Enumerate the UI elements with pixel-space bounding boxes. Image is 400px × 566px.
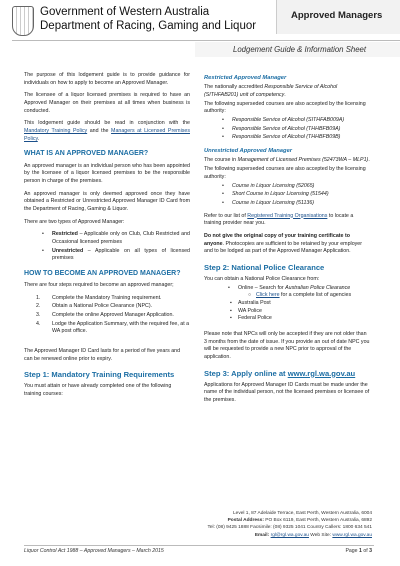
certificate-note: Do not give the original copy of your training certificate to anyone. Photocopies are sufficient to be retained by your employer and to be lodged as part of the Approved Manager Application. [204, 232, 363, 255]
list-item: ▪ Federal Police [204, 315, 370, 323]
step1-heading: Step 1: Mandatory Training Requirements [24, 370, 175, 380]
how-intro: There are four steps required to become an approved manager; [24, 282, 174, 289]
rto-paragraph: Refer to our list of Registered Training Organisations to locate a training provider near you. [204, 212, 354, 227]
website-link[interactable]: www.rgl.wa.gov.au [332, 532, 372, 538]
list-item: • Online – Search for Australian Police Clearance [204, 285, 370, 293]
header-divider [12, 40, 400, 41]
footer-divider [24, 545, 374, 546]
agencies-link[interactable]: Click here [256, 292, 280, 299]
list-item: • Restricted – Applicable only on Club, Club Restricted and Occasional licensed premises [24, 231, 190, 246]
manager-types-list [24, 231, 190, 263]
list-item: • Course in Liquor Licensing (51136) [204, 200, 370, 208]
list-item: • Responsible Service of Alcohol (THHBFB09B) [204, 134, 370, 142]
left-column [24, 72, 190, 404]
list-item: 3. Complete the online Approved Manager Application. [36, 312, 174, 319]
step2-heading: Step 2: National Police Clearance [204, 262, 325, 272]
list-item: 2. Obtain a National Police Clearance (NPC). [36, 303, 153, 310]
step1-paragraph: You must attain or have already completed one of the following training courses: [24, 383, 172, 398]
department-name: Department of Racing, Gaming and Liquor [40, 20, 257, 32]
list-item: ○ Click here for a complete list of agencies [204, 292, 370, 300]
types-intro: There are two types of Approved Manager: [24, 218, 125, 225]
unrestricted-course-paragraph: The course in Management of Licensed Premises (52473WA – MLP1). [204, 157, 370, 164]
restricted-heading: Restricted Approved Manager [204, 75, 287, 81]
government-name: Government of Western Australia [40, 6, 210, 18]
rto-link[interactable]: Registered Training Organisations [247, 212, 328, 219]
step2-intro: You can obtain a National Police Clearance from: [204, 275, 320, 282]
list-item: 1. Complete the Mandatory Training requirement. [36, 294, 162, 301]
document-title: Approved Managers [276, 0, 400, 34]
intro-paragraph: The purpose of this lodgement guide is to provide guidance for individuals on how to apply to become an Approved Manager. [24, 72, 190, 86]
step3-paragraph: Applications for Approved Manager ID Cards must be made under the name of the individual person, not the licensed premises or licensee of the premises. [204, 381, 370, 403]
npc-sub-list [204, 292, 370, 300]
superseded-paragraph: The following superseded courses are also accepted by the licensing authority: [204, 166, 366, 180]
document-subtitle: Lodgement Guide & Information Sheet [195, 42, 400, 57]
list-item: 4. Lodge the Application Summary, with the required fee, at a WA post office. [36, 320, 190, 335]
managers-policy-link[interactable]: Managers at Licensed Premises Policy [24, 128, 190, 142]
list-item: • Responsible Service of Alcohol (THHBFB09A) [204, 126, 370, 134]
what-heading: WHAT IS AN APPROVED MANAGER? [24, 150, 149, 158]
unrestricted-course-list [204, 183, 370, 208]
list-item: ▪ WA Police [204, 308, 370, 316]
list-item: • Responsible Service of Alcohol (SITHFAB009A) [204, 117, 370, 125]
unrestricted-heading: Unrestricted Approved Manager [204, 148, 293, 155]
restricted-course-list [204, 117, 370, 142]
mandatory-training-policy-link[interactable]: Mandatory Training Policy [24, 128, 88, 135]
how-heading: HOW TO BECOME AN APPROVED MANAGER? [24, 269, 181, 277]
step3-heading: Step 3: Apply online at www.rgl.wa.gov.au [204, 368, 356, 378]
wa-crest-logo [12, 6, 34, 36]
restricted-course-paragraph: The nationally accredited Responsible Service of Alcohol (SITHFAB201) unit of competency. [204, 84, 338, 99]
what-paragraph: An approved manager is an individual person who has been appointed by the licensee of a liquor licensed premises to be the responsible person in charge of the premises. [24, 162, 190, 184]
street-address: Level 1, 87 Adelaide Terrace, East Perth, Western Australia, 6004 [232, 511, 372, 516]
page-number: Page 1 of 3 [345, 548, 372, 554]
npc-online-list [204, 285, 370, 293]
list-item: • Unrestricted – Applicable on all types of licensed premises [24, 248, 190, 263]
contact-block [160, 510, 372, 539]
card-duration-paragraph: The Approved Manager ID Card lasts for a period of five years and can be renewed online prior to expiry. [24, 348, 181, 362]
licensee-paragraph: The licensee of a liquor licensed premises is required to have an Approved Manager on their premises at all times when business is conducted. [24, 92, 190, 114]
list-item: • Course in Liquor Licensing (52065) [204, 183, 370, 191]
steps-list [24, 295, 190, 336]
footer-document-info: Liquor Control Act 1988 – Approved Managers – March 2015 [24, 548, 164, 554]
postal-address: Postal Address: PO Box 6119, East Perth, Western Australia, 6892 [227, 518, 372, 524]
npc-note: Please note that NPCs will only be accepted if they are not older than 3 months from the date of issue. If you provide an out of date NPC you will be requested to provide a new NPC prior to approval of the application. [204, 330, 370, 360]
phone-numbers: Tel: (08) 9425 1888 Facsimile: (08) 9325 1041 Country Callers: 1800 634 541 [207, 525, 372, 531]
page-header [0, 0, 400, 62]
deemed-paragraph: An approved manager is only deemed approved once they have obtained a Restricted or Unrestricted Approved Manager ID Card from the Department of Racing, Gaming & Liquor. [24, 190, 190, 212]
email-link[interactable]: rgl@rgl.wa.gov.au [270, 532, 309, 538]
right-column [204, 74, 370, 410]
superseded-paragraph: The following superseded courses are also accepted by the licensing authority: [204, 100, 366, 115]
list-item: • Short Course in Liquor Licensing (51544) [204, 191, 370, 199]
list-item: ▪ Australia Post [204, 300, 370, 308]
email-web: Email: rgl@rgl.wa.gov.au Web Site: www.rgl.wa.gov.au [254, 532, 372, 538]
rgl-website-link[interactable]: www.rgl.wa.gov.au [287, 368, 356, 378]
policy-paragraph: This lodgement guide should be read in conjunction with the Mandatory Training Policy and the Managers at Licensed Premises Policy. [24, 120, 190, 142]
npc-sources-list [204, 300, 370, 323]
